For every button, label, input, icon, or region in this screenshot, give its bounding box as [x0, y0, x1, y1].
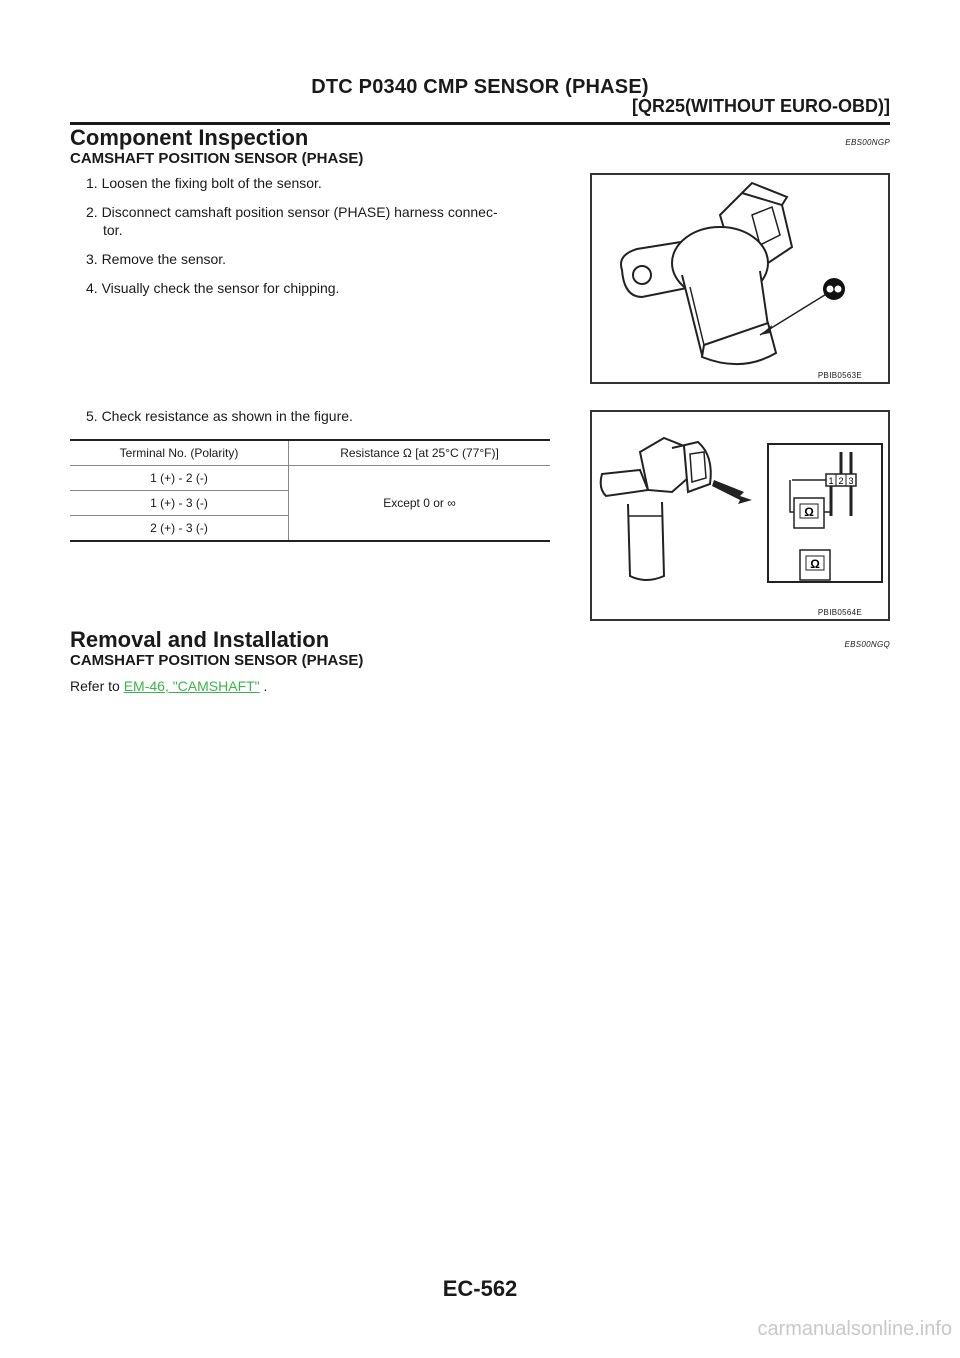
figure-resistance-check — [590, 410, 890, 621]
table-header-resistance: Resistance Ω [at 25°C (77°F)] — [340, 446, 499, 460]
table-header-terminal: Terminal No. (Polarity) — [70, 441, 289, 466]
section-code-component-inspection: EBS00NGP — [845, 138, 890, 147]
table-cell-terminal: 1 (+) - 3 (-) — [70, 491, 289, 516]
refer-suffix: . — [259, 678, 268, 694]
page-title: DTC P0340 CMP SENSOR (PHASE) — [311, 76, 649, 98]
table-cell-resistance-value: Except 0 or ∞ — [383, 496, 456, 510]
page-number: EC-562 — [442, 1276, 518, 1301]
cmp-sensor-illustration — [592, 175, 888, 382]
watermark: carmanualsonline.info — [757, 1318, 952, 1340]
step-5: 5. Check resistance as shown in the figure. — [86, 408, 353, 424]
step-4: 4. Visually check the sensor for chipping. — [86, 280, 340, 296]
terminal-label-1: 1 — [828, 476, 834, 486]
figure-sensor-visual-check — [590, 173, 890, 384]
section-title-component-inspection: Component Inspection — [70, 125, 309, 150]
subsection-title-cmp-sensor: CAMSHAFT POSITION SENSOR (PHASE) — [70, 150, 364, 167]
table-cell-terminal: 1 (+) - 2 (-) — [70, 466, 289, 491]
resistance-table — [70, 439, 550, 542]
inspection-steps — [86, 174, 586, 297]
terminal-label-3: 3 — [848, 476, 854, 486]
subsection-title-cmp-sensor-removal: CAMSHAFT POSITION SENSOR (PHASE) — [70, 652, 364, 669]
refer-text — [70, 677, 267, 695]
figure-code-pbib0564e: PBIB0564E — [817, 608, 862, 617]
step-3: 3. Remove the sensor. — [86, 251, 227, 267]
refer-prefix: Refer to — [70, 678, 124, 694]
figure-code-pbib0563e: PBIB0563E — [817, 371, 862, 380]
resistance-check-illustration — [592, 412, 888, 619]
table-cell-terminal: 2 (+) - 3 (-) — [70, 516, 289, 541]
step-1: 1. Loosen the fixing bolt of the sensor. — [86, 175, 322, 191]
step-2: 2. Disconnect camshaft position sensor (PHASE) harness connec- — [86, 204, 498, 220]
terminal-label-2: 2 — [838, 476, 844, 486]
svg-text:Ω: Ω — [804, 505, 814, 519]
page-subtitle: [QR25(WITHOUT EURO-OBD)] — [632, 96, 890, 116]
table-row — [70, 466, 550, 491]
camshaft-reference-link[interactable]: EM-46, "CAMSHAFT" — [123, 678, 260, 694]
section-code-removal-installation: EBS00NGQ — [844, 640, 890, 649]
section-title-removal-installation: Removal and Installation — [70, 627, 330, 652]
step-2-continued: tor. — [103, 222, 123, 238]
svg-text:Ω: Ω — [810, 557, 820, 571]
